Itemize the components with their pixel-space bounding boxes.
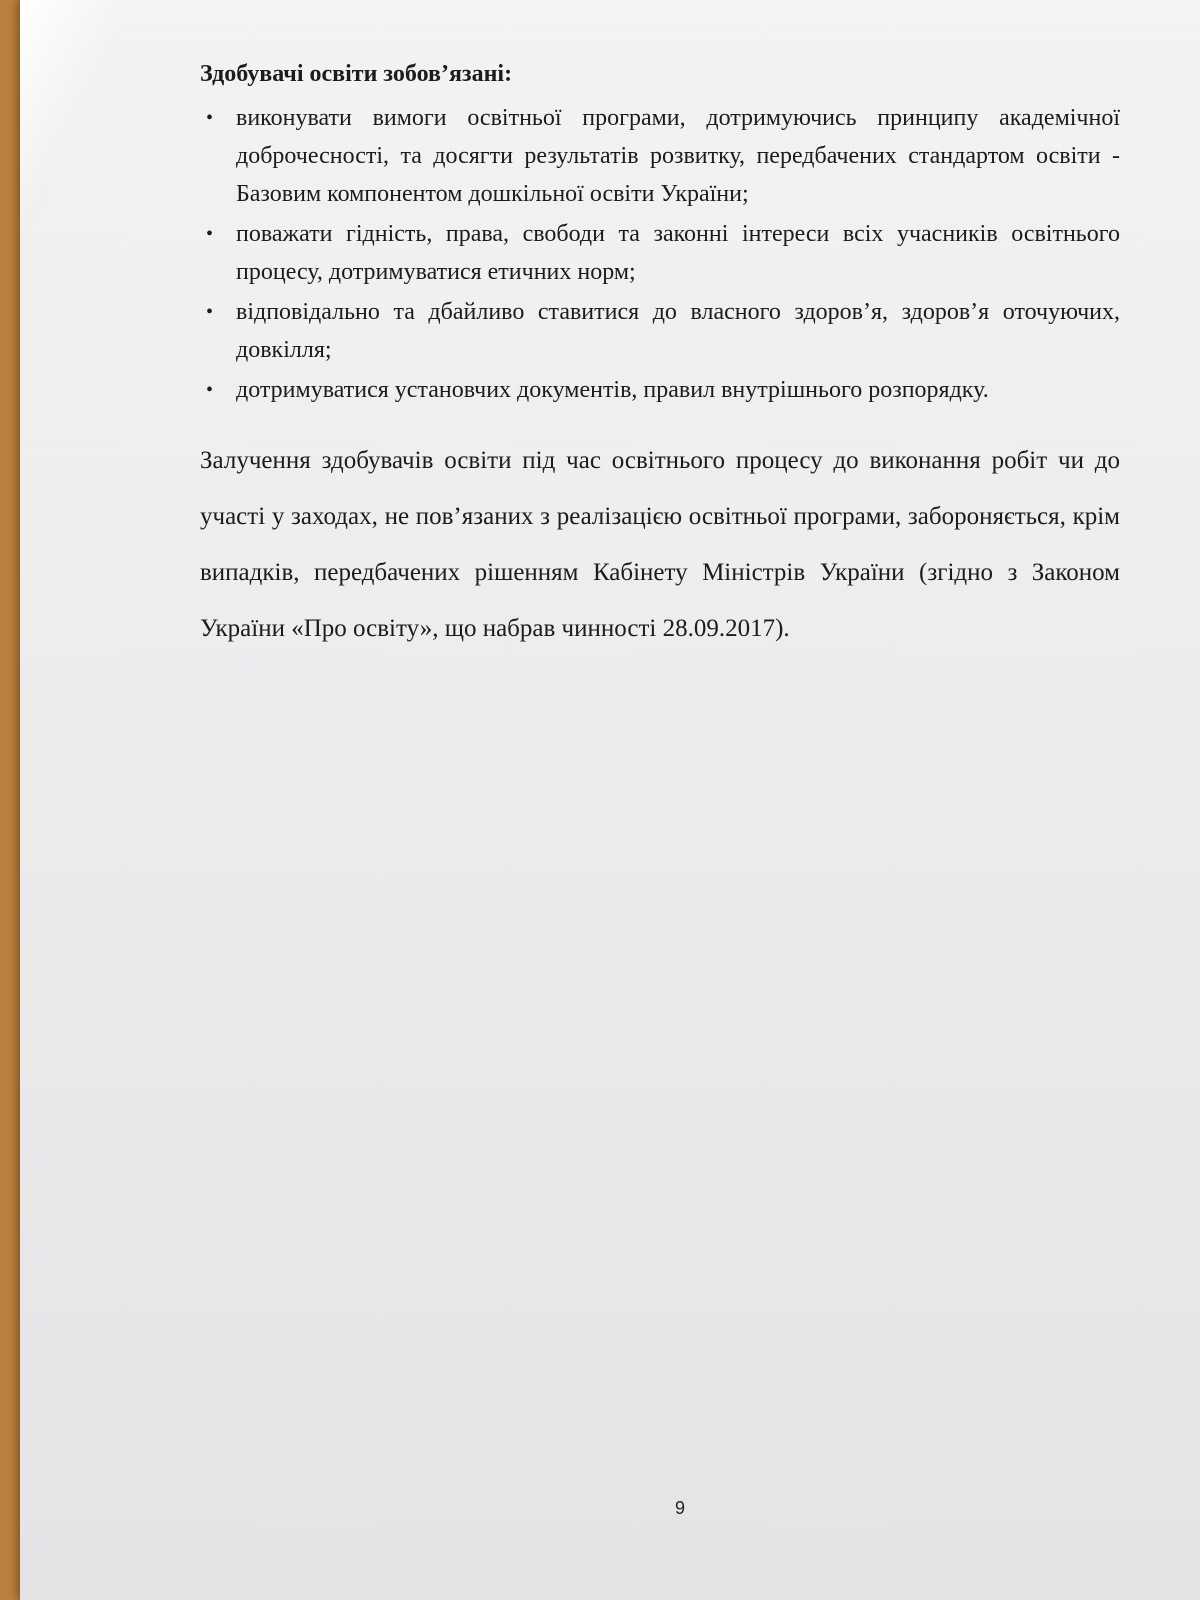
- list-item: [200, 293, 1120, 369]
- list-item-text: дотримуватися установчих документів, правил внутрішнього розпорядку.: [236, 377, 989, 403]
- bullet-icon: •: [206, 379, 214, 401]
- list-item-text: поважати гідність, права, свободи та законні інтереси всіх учасників освітнього процесу, дотримуватися етичних норм;: [236, 221, 1120, 285]
- page-curl: [20, 0, 130, 250]
- bullet-icon: •: [206, 223, 214, 245]
- obligations-list: [200, 99, 1120, 409]
- list-item: [200, 215, 1120, 291]
- list-item: [200, 371, 1120, 409]
- bullet-icon: •: [206, 301, 214, 323]
- list-item-text: виконувати вимоги освітньої програми, дотримуючись принципу академічної доброчесності, та досягти результатів розвитку, передбачених стандартом освіти - Базовим компонентом дошкільної освіти України;: [236, 105, 1120, 207]
- document-page: [20, 0, 1200, 1600]
- page-number: 9: [674, 1498, 685, 1518]
- document-body: [200, 55, 1120, 682]
- list-item-text: відповідально та дбайливо ставитися до власного здоров’я, здоров’я оточуючих, довкілля;: [236, 299, 1120, 363]
- obligations-heading: Здобувачі освіти зобов’язані:: [200, 61, 513, 87]
- list-item: [200, 99, 1120, 213]
- bullet-icon: •: [206, 107, 214, 129]
- involvement-paragraph: Залучення здобувачів освіти під час освітнього процесу до виконання робіт чи до участі у заходах, не пов’язаних з реалізацією освітньої програми, забороняється, крім випадків, передбачених рішенням Кабінету Міністрів України (згідно з Законом України «Про освіту», що набрав чинності 28.09.2017).: [200, 447, 1120, 642]
